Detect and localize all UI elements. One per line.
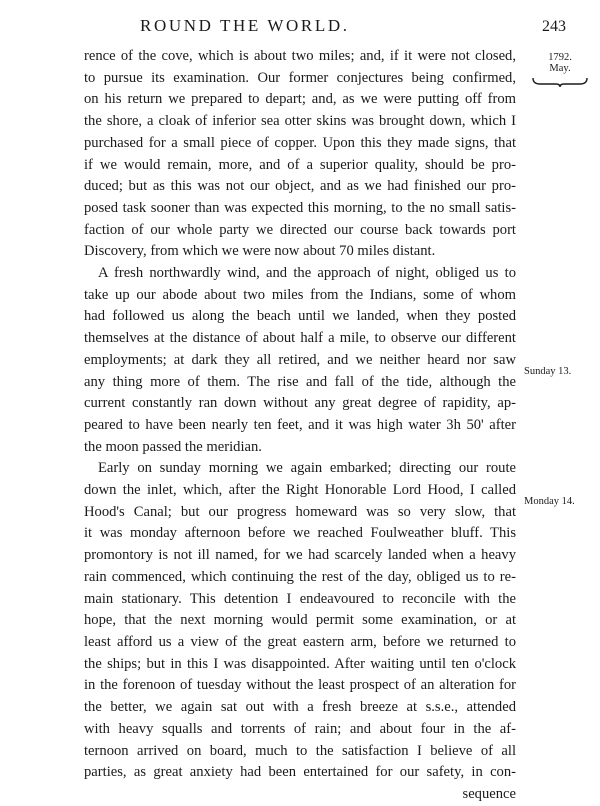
text-line: the ships; but in this I was disappointed. After waiting until ten o'clock xyxy=(84,655,516,672)
text-line: rence of the cove, which is about two miles; and, if it were not closed, xyxy=(84,48,516,64)
text-line: had followed us along the beach until we landed, when they posted xyxy=(84,308,516,325)
text-line: on his return we prepared to depart; and, as we were putting off from xyxy=(84,91,516,108)
text-line: Early on sunday morning we again embarked; directing our route xyxy=(98,460,516,477)
margin-note-sunday: Sunday 13. xyxy=(524,366,572,377)
text-line: rain commenced, which continuing the rest of the day, obliged us to re- xyxy=(84,568,516,585)
body-text xyxy=(84,46,516,806)
text-line: hope, that the next morning would permit some examination, or at xyxy=(84,612,516,629)
text-line: promontory is not ill named, for we had scarcely landed when a heavy xyxy=(84,547,516,564)
text-line: purchased for a small piece of copper. Upon this they made signs, that xyxy=(84,134,516,151)
text-line: take up our abode about two miles from the Indians, some of whom xyxy=(84,286,516,303)
text-line: to pursue its examination. Our former conjectures being confirmed, xyxy=(84,69,516,86)
text-line: the shore, a cloak of inferior sea otter skins was brought down, which I xyxy=(84,113,516,130)
text-line: down the inlet, which, after the Right Honorable Lord Hood, I called xyxy=(84,482,516,499)
running-title: ROUND THE WORLD. xyxy=(140,16,350,35)
text-line: parties, as great anxiety had been entertained for our safety, in con- xyxy=(84,764,516,781)
text-line: main stationary. This detention I endeavoured to reconcile with the xyxy=(84,590,516,607)
text-line: duced; but as this was not our object, and as we had finished our pro- xyxy=(84,178,516,195)
text-line: faction of our whole party we directed our course back towards port xyxy=(84,221,516,238)
brace-ornament-icon xyxy=(532,76,588,88)
text-line: the better, we again sat out with a fresh breeze at s.s.e., attended xyxy=(84,699,516,716)
page-number: 243 xyxy=(542,18,566,35)
text-line: the moon passed the meridian. xyxy=(84,438,262,455)
text-line: if we would remain, more, and of a superior quality, should be pro- xyxy=(84,156,516,173)
text-line: employments; at dark they all retired, and we neither heard nor saw xyxy=(84,351,516,368)
catchword: sequence xyxy=(462,785,516,802)
text-line: current constantly ran down without any great degree of rapidity, ap- xyxy=(84,395,516,412)
margin-month: May. xyxy=(549,63,571,74)
text-line: posed task sooner than was expected this morning, to the no small satis- xyxy=(84,199,516,216)
text-line: A fresh northwardly wind, and the approach of night, obliged us to xyxy=(98,265,516,282)
text-line: least afford us a view of the great eastern arm, before we returned to xyxy=(84,633,516,650)
text-line: it was monday afternoon before we reached Foulweather bluff. This xyxy=(84,525,516,542)
margin-date xyxy=(540,52,580,74)
text-line: themselves at the distance of about half a mile, to observe our different xyxy=(84,330,516,347)
text-line: Hood's Canal; but our progress homeward was so very slow, that xyxy=(84,503,516,520)
text-line: Discovery, from which we were now about 70 miles distant. xyxy=(84,243,436,260)
text-line: in the forenoon of tuesday without the least prospect of an alteration for xyxy=(84,677,516,694)
margin-note-monday: Monday 14. xyxy=(524,496,575,507)
margin-year: 1792. xyxy=(548,52,572,63)
text-line: peared to have been nearly ten feet, and it was high water 3h 50' after xyxy=(84,416,516,433)
text-line: with heavy squalls and torrents of rain; and about four in the af- xyxy=(84,720,516,737)
text-line: any thing more of them. The rise and fall of the tide, although the xyxy=(84,373,516,390)
text-line: ternoon arrived on board, much to the satisfaction I believe of all xyxy=(84,742,516,759)
